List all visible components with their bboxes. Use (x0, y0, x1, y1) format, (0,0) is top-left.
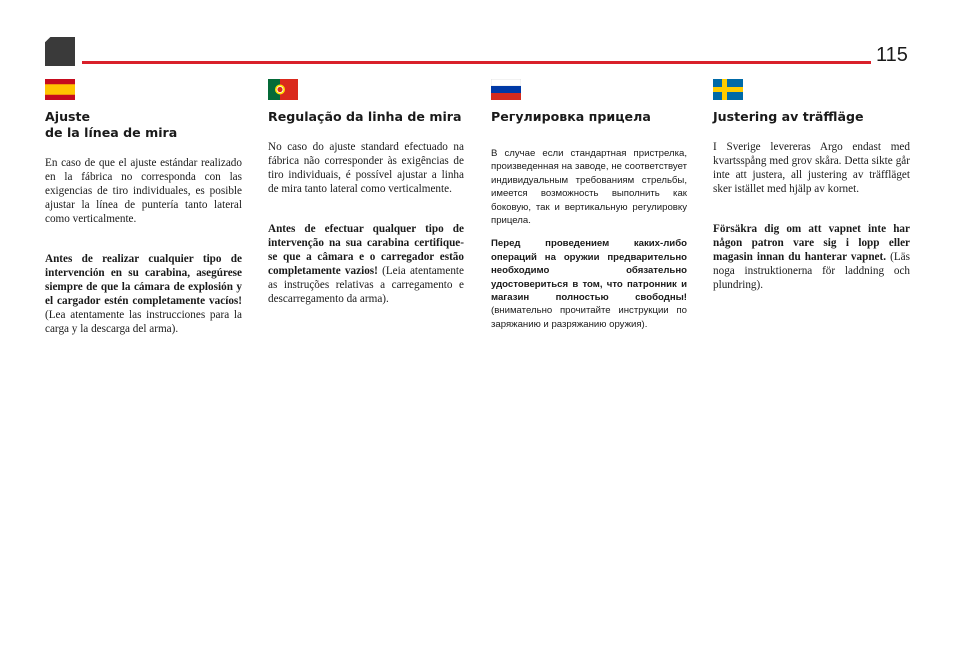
column-title: Ajuste de la línea de mira (45, 109, 178, 140)
column-warning (713, 222, 910, 292)
warning-bold: Försäkra dig om att vapnet inte har någon patron vare sig i lopp eller magasin innan du hanterar vapnet. (713, 223, 910, 263)
column-spanish (45, 79, 242, 336)
column-warning (491, 237, 687, 331)
column-body: В случае если стандартная пристрелка, произведенная на заводе, не соответствует индивидуальным требованиям стрельбы, имеется возможность выполнить как боковую, так и вертикальную регулировку прицела. (491, 148, 687, 227)
chapter-corner-tab (45, 37, 75, 66)
column-portuguese (268, 79, 464, 306)
warning-note: (внимательно прочитайте инструкции по заряжанию и разряжанию оружия). (491, 305, 687, 330)
spain-flag-icon (45, 79, 75, 100)
warning-note: (Leia atentamente as instruções relativas a carregamento e descarregamento da arma). (268, 265, 464, 305)
column-body: En caso de que el ajuste estándar realizado en la fábrica no corresponda con las exigencias de tiro individuales, es posible ajustar la línea de puntería tanto lateral como verticalmente. (45, 157, 242, 225)
column-title: Регулировка прицела (491, 109, 651, 124)
column-body: I Sverige levereras Argo endast med kvartsspång med grov skåra. Detta sikte går inte att justera, all justering av träffläget sker istället med hjälp av kornet. (713, 141, 910, 195)
page-number: 115 (876, 44, 908, 66)
column-warning (45, 252, 242, 336)
header-rule (82, 61, 871, 64)
column-title: Regulação da linha de mira (268, 109, 462, 124)
column-russian (491, 79, 687, 331)
warning-bold: Antes de efectuar qualquer tipo de intervenção na sua carabina certifique-se que a câmara e o carregador estão completamente vazios! (268, 223, 464, 277)
column-warning (268, 222, 464, 306)
portugal-flag-icon (268, 79, 298, 100)
russia-flag-icon (491, 79, 521, 100)
column-title: Justering av träffläge (713, 109, 864, 124)
sweden-flag-icon (713, 79, 743, 100)
warning-note: (Läs noga instruktionerna för laddning och plundring). (713, 251, 910, 291)
warning-note: (Lea atentamente las instrucciones para la carga y la descarga del arma). (45, 309, 242, 335)
warning-bold: Antes de realizar cualquier tipo de intervención en su carabina, asegúrese siempre de que la cámara de explosión y el cargador estén completamente vacíos! (45, 253, 242, 307)
column-swedish (713, 79, 910, 292)
warning-bold: Перед проведением каких-либо операций на оружии предварительно необходимо обязательно удостовериться в том, что патронник и магазин полностью свободны! (491, 238, 687, 304)
column-body: No caso do ajuste standard efectuado na fábrica não corresponder às exigências de tiro individuais, é possível ajustar a linha de mira tanto lateral como verticalmente. (268, 141, 464, 195)
